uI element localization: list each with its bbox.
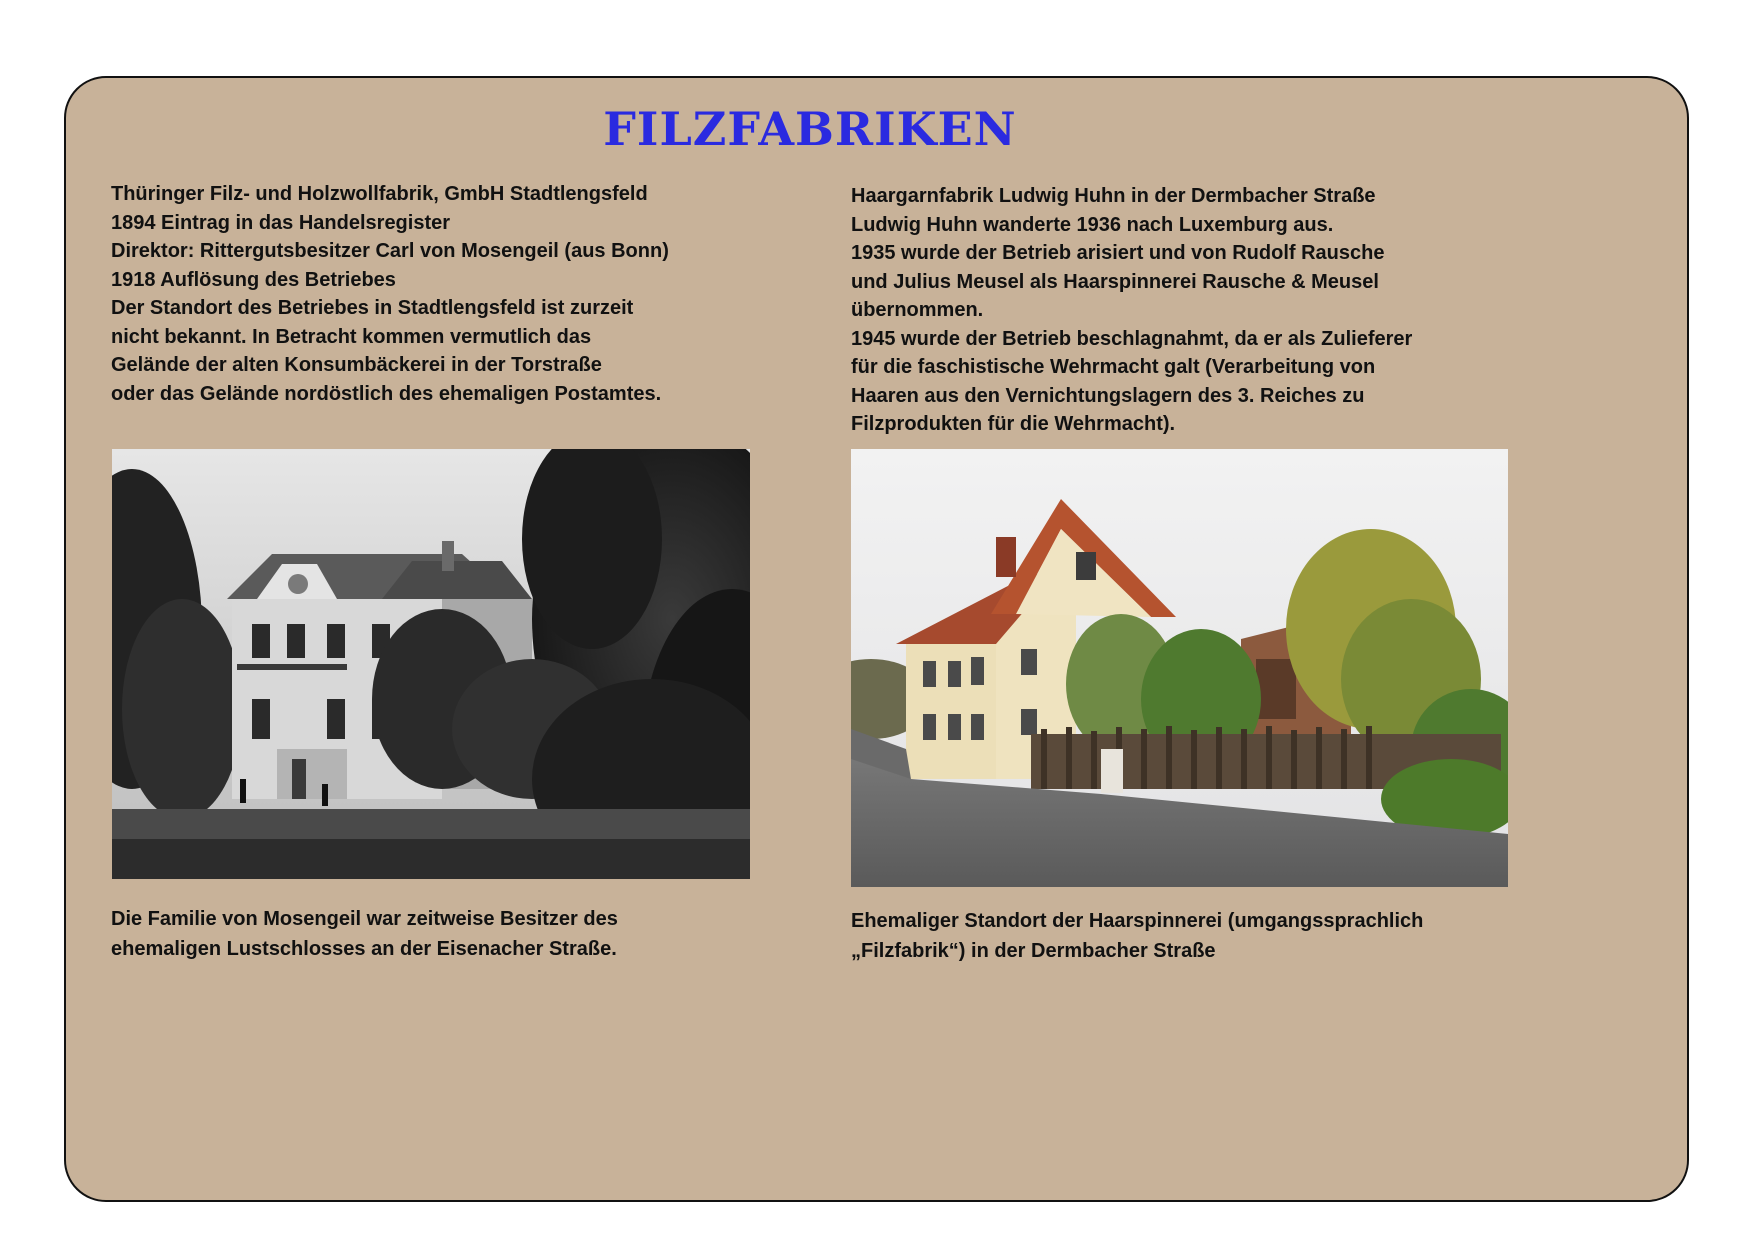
left-text-line: 1918 Auflösung des Betriebes: [111, 268, 396, 291]
left-text-line: nicht bekannt. In Betracht kommen vermutlich das: [111, 325, 592, 348]
left-text-line: Gelände der alten Konsumbäckerei in der Torstraße: [111, 354, 602, 376]
right-text-line: Ludwig Huhn wanderte 1936 nach Luxemburg aus.: [851, 213, 1334, 236]
right-text-line: übernommen.: [851, 299, 984, 321]
haarspinnerei-site-photo: [851, 449, 1508, 887]
right-caption-line: „Filzfabrik“) in der Dermbacher Straße: [851, 940, 1216, 962]
left-text-line: 1894 Eintrag in das Handelsregister: [111, 211, 451, 234]
right-text-line: 1945 wurde der Betrieb beschlagnahmt, da er als Zulieferer: [851, 327, 1413, 350]
right-photo-caption: [851, 906, 1423, 966]
right-text-line: Filzprodukten für die Wehrmacht).: [851, 413, 1176, 435]
left-caption-line: Die Familie von Mosengeil war zeitweise Besitzer des: [111, 908, 618, 930]
left-caption-line: ehemaligen Lustschlosses an der Eisenacher Straße.: [111, 938, 617, 960]
right-text-line: 1935 wurde der Betrieb arisiert und von Rudolf Rausche: [851, 242, 1385, 264]
historic-villa-photo: [112, 449, 750, 879]
right-text-line: Haargarnfabrik Ludwig Huhn in der Dermbacher Straße: [851, 185, 1376, 207]
right-caption-line: Ehemaliger Standort der Haarspinnerei (umgangssprachlich: [851, 910, 1424, 932]
right-text-line: Haaren aus den Vernichtungslagern des 3. Reiches zu: [851, 384, 1365, 407]
page-title: FILZFABRIKEN: [603, 102, 1017, 156]
left-text-line: Der Standort des Betriebes in Stadtlengsfeld ist zurzeit: [111, 297, 634, 319]
left-text-line: oder das Gelände nordöstlich des ehemaligen Postamtes.: [111, 382, 662, 405]
right-text-line: für die faschistische Wehrmacht galt (Verarbeitung von: [851, 356, 1376, 378]
right-text-block: [851, 182, 1412, 439]
left-text-block: [111, 180, 669, 408]
left-text-line: Thüringer Filz- und Holzwollfabrik, GmbH Stadtlengsfeld: [111, 183, 648, 205]
left-photo-caption: [111, 904, 618, 964]
left-text-line: Direktor: Rittergutsbesitzer Carl von Mosengeil (aus Bonn): [111, 240, 669, 262]
right-text-line: und Julius Meusel als Haarspinnerei Rausche & Meusel: [851, 270, 1379, 293]
